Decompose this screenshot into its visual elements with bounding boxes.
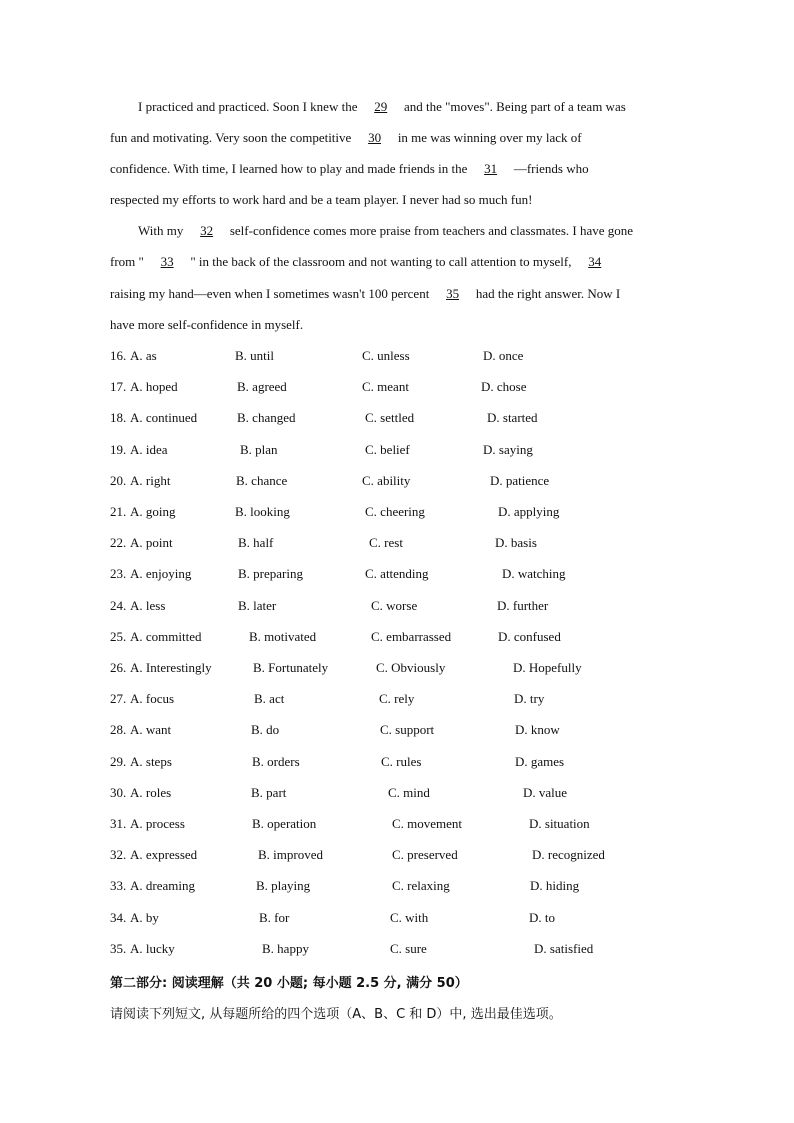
option-b: B. looking [235, 504, 290, 519]
passage-text: and the "moves". Being part of a team was [403, 99, 626, 114]
passage-line [110, 192, 532, 208]
option-c: C. embarrassed [371, 628, 452, 644]
option-c: C. relaxing [392, 878, 450, 894]
option-b: B. improved [258, 847, 323, 863]
question-row [110, 722, 670, 738]
question-number: 17. [110, 379, 127, 395]
option-d: D. confused [498, 628, 561, 644]
option-c: C. with [390, 909, 429, 925]
option-d: D. know [515, 722, 560, 738]
option-d: D. once [483, 348, 524, 363]
question-row [110, 535, 670, 551]
passage-text: in me was winning over my lack of [397, 130, 582, 145]
blank-33: 33 [160, 254, 174, 269]
question-number: 27. [110, 691, 127, 707]
section-instruction: 请阅读下列短文, 从每题所给的四个选项（A、B、C 和 D）中, 选出最佳选项。 [110, 1007, 562, 1022]
option-d: D. try [514, 691, 545, 707]
option-c: C. cheering [365, 504, 425, 519]
option-c: C. rules [381, 753, 422, 769]
option-a: A. focus [130, 691, 175, 707]
option-d: D. further [497, 597, 549, 613]
question-row [110, 598, 670, 614]
option-b: B. later [238, 597, 277, 613]
question-number: 21. [110, 504, 127, 519]
question-row [110, 629, 670, 645]
passage-line [110, 130, 582, 146]
passage-line [110, 286, 620, 302]
blank-34: 34 [588, 254, 602, 269]
option-d: D. saying [483, 441, 533, 457]
option-b: B. orders [252, 753, 300, 769]
option-a: A. committed [130, 628, 202, 644]
question-number: 34. [110, 909, 127, 925]
option-d: D. value [523, 784, 568, 800]
option-a: A. enjoying [130, 566, 192, 582]
question-number: 26. [110, 660, 127, 675]
question-number: 19. [110, 441, 127, 457]
question-row [110, 941, 670, 957]
option-a: A. process [130, 816, 185, 831]
option-a: A. continued [130, 410, 198, 426]
question-number: 22. [110, 535, 127, 551]
question-number: 24. [110, 597, 127, 613]
blank-32: 32 [200, 223, 214, 238]
option-a: A. less [130, 597, 166, 613]
option-d: D. Hopefully [513, 660, 582, 675]
question-row [110, 691, 670, 707]
question-number: 33. [110, 878, 127, 894]
question-number: 30. [110, 784, 127, 800]
question-row [110, 410, 670, 426]
question-number: 20. [110, 472, 127, 488]
question-number: 28. [110, 722, 127, 738]
option-b: B. half [238, 535, 274, 551]
question-row [110, 754, 670, 770]
question-number: 18. [110, 410, 127, 426]
option-d: D. hiding [530, 878, 580, 894]
option-d: D. games [515, 753, 565, 769]
option-b: B. until [235, 348, 275, 363]
passage-text: " in the back of the classroom and not wanting to call attention to myself, [190, 254, 572, 269]
option-c: C. worse [371, 597, 418, 613]
passage-text: had the right answer. Now I [475, 286, 621, 301]
option-a: A. roles [130, 784, 172, 800]
question-number: 16. [110, 348, 127, 363]
option-d: D. applying [498, 504, 560, 519]
option-a: A. point [130, 535, 173, 551]
option-a: A. Interestingly [130, 660, 212, 675]
option-b: B. motivated [249, 628, 317, 644]
option-a: A. right [130, 472, 171, 488]
option-c: C. settled [365, 410, 415, 426]
option-c: C. rely [379, 691, 415, 707]
passage-text: I practiced and practiced. Soon I knew the [138, 99, 358, 114]
passage-text: fun and motivating. Very soon the competitive [110, 130, 352, 145]
option-a: A. as [130, 348, 157, 363]
option-b: B. do [251, 722, 280, 738]
passage-text: have more self-confidence in myself. [110, 317, 304, 332]
question-row [110, 379, 670, 395]
passage-text: raising my hand—even when I sometimes wasn't 100 percent [110, 286, 430, 301]
option-b: B. act [254, 691, 285, 707]
option-c: C. Obviously [376, 660, 446, 675]
question-number: 29. [110, 753, 127, 769]
question-number: 35. [110, 940, 127, 956]
option-b: B. changed [237, 410, 296, 426]
option-b: B. playing [256, 878, 311, 894]
option-b: B. happy [262, 940, 309, 956]
option-a: A. going [130, 504, 176, 519]
question-row [110, 816, 670, 832]
option-c: C. meant [362, 379, 409, 395]
option-b: B. operation [252, 816, 317, 831]
passage-line [138, 99, 626, 115]
passage-line [138, 223, 633, 239]
option-b: B. preparing [238, 566, 303, 582]
option-a: A. want [130, 722, 172, 738]
question-row [110, 910, 670, 926]
option-c: C. rest [369, 535, 403, 551]
option-a: A. hoped [130, 379, 178, 395]
option-a: A. idea [130, 441, 168, 457]
option-b: B. plan [240, 441, 278, 457]
option-d: D. satisfied [534, 940, 594, 956]
option-c: C. unless [362, 348, 410, 363]
section-heading: 第二部分: 阅读理解（共 20 小题; 每小题 2.5 分, 满分 50） [110, 976, 468, 991]
passage-text: —friends who [513, 161, 589, 176]
question-row [110, 660, 670, 676]
passage-text: respected my efforts to work hard and be a team player. I never had so much fun! [110, 192, 533, 207]
question-row [110, 566, 670, 582]
option-d: D. started [487, 410, 538, 426]
blank-30: 30 [368, 130, 382, 145]
question-number: 31. [110, 816, 127, 831]
option-c: C. attending [365, 566, 429, 582]
option-c: C. belief [365, 441, 410, 457]
option-c: C. movement [392, 816, 463, 831]
option-d: D. patience [490, 472, 550, 488]
question-row [110, 847, 670, 863]
passage-text: from " [110, 254, 144, 269]
option-d: D. chose [481, 379, 527, 395]
option-c: C. mind [388, 784, 430, 800]
passage-text: confidence. With time, I learned how to play and made friends in the [110, 161, 468, 176]
question-number: 23. [110, 566, 127, 582]
option-c: C. sure [390, 940, 427, 956]
passage-text: self-confidence comes more praise from teachers and classmates. I have gone [229, 223, 634, 238]
option-c: C. preserved [392, 847, 458, 863]
question-row [110, 348, 670, 364]
option-b: B. for [259, 909, 290, 925]
option-d: D. watching [502, 566, 566, 582]
option-d: D. recognized [532, 847, 605, 863]
passage-line [110, 254, 615, 270]
blank-35: 35 [446, 286, 460, 301]
question-number: 25. [110, 628, 127, 644]
question-row [110, 504, 670, 520]
blank-29: 29 [374, 99, 388, 114]
option-a: A. lucky [130, 940, 175, 956]
option-a: A. steps [130, 753, 172, 769]
option-b: B. Fortunately [253, 660, 329, 675]
option-a: A. expressed [130, 847, 198, 863]
option-a: A. by [130, 909, 159, 925]
passage-text: With my [138, 223, 184, 238]
question-row [110, 442, 670, 458]
question-number: 32. [110, 847, 127, 863]
passage-line [110, 161, 589, 177]
option-b: B. part [251, 784, 287, 800]
option-d: D. to [529, 909, 555, 925]
option-d: D. basis [495, 535, 537, 551]
option-a: A. dreaming [130, 878, 195, 894]
option-c: C. ability [362, 472, 411, 488]
option-d: D. situation [529, 816, 590, 831]
option-b: B. agreed [237, 379, 287, 395]
question-row [110, 785, 670, 801]
option-c: C. support [380, 722, 435, 738]
question-row [110, 878, 670, 894]
question-row [110, 473, 670, 489]
passage-line [110, 317, 303, 333]
blank-31: 31 [484, 161, 498, 176]
option-b: B. chance [236, 472, 288, 488]
